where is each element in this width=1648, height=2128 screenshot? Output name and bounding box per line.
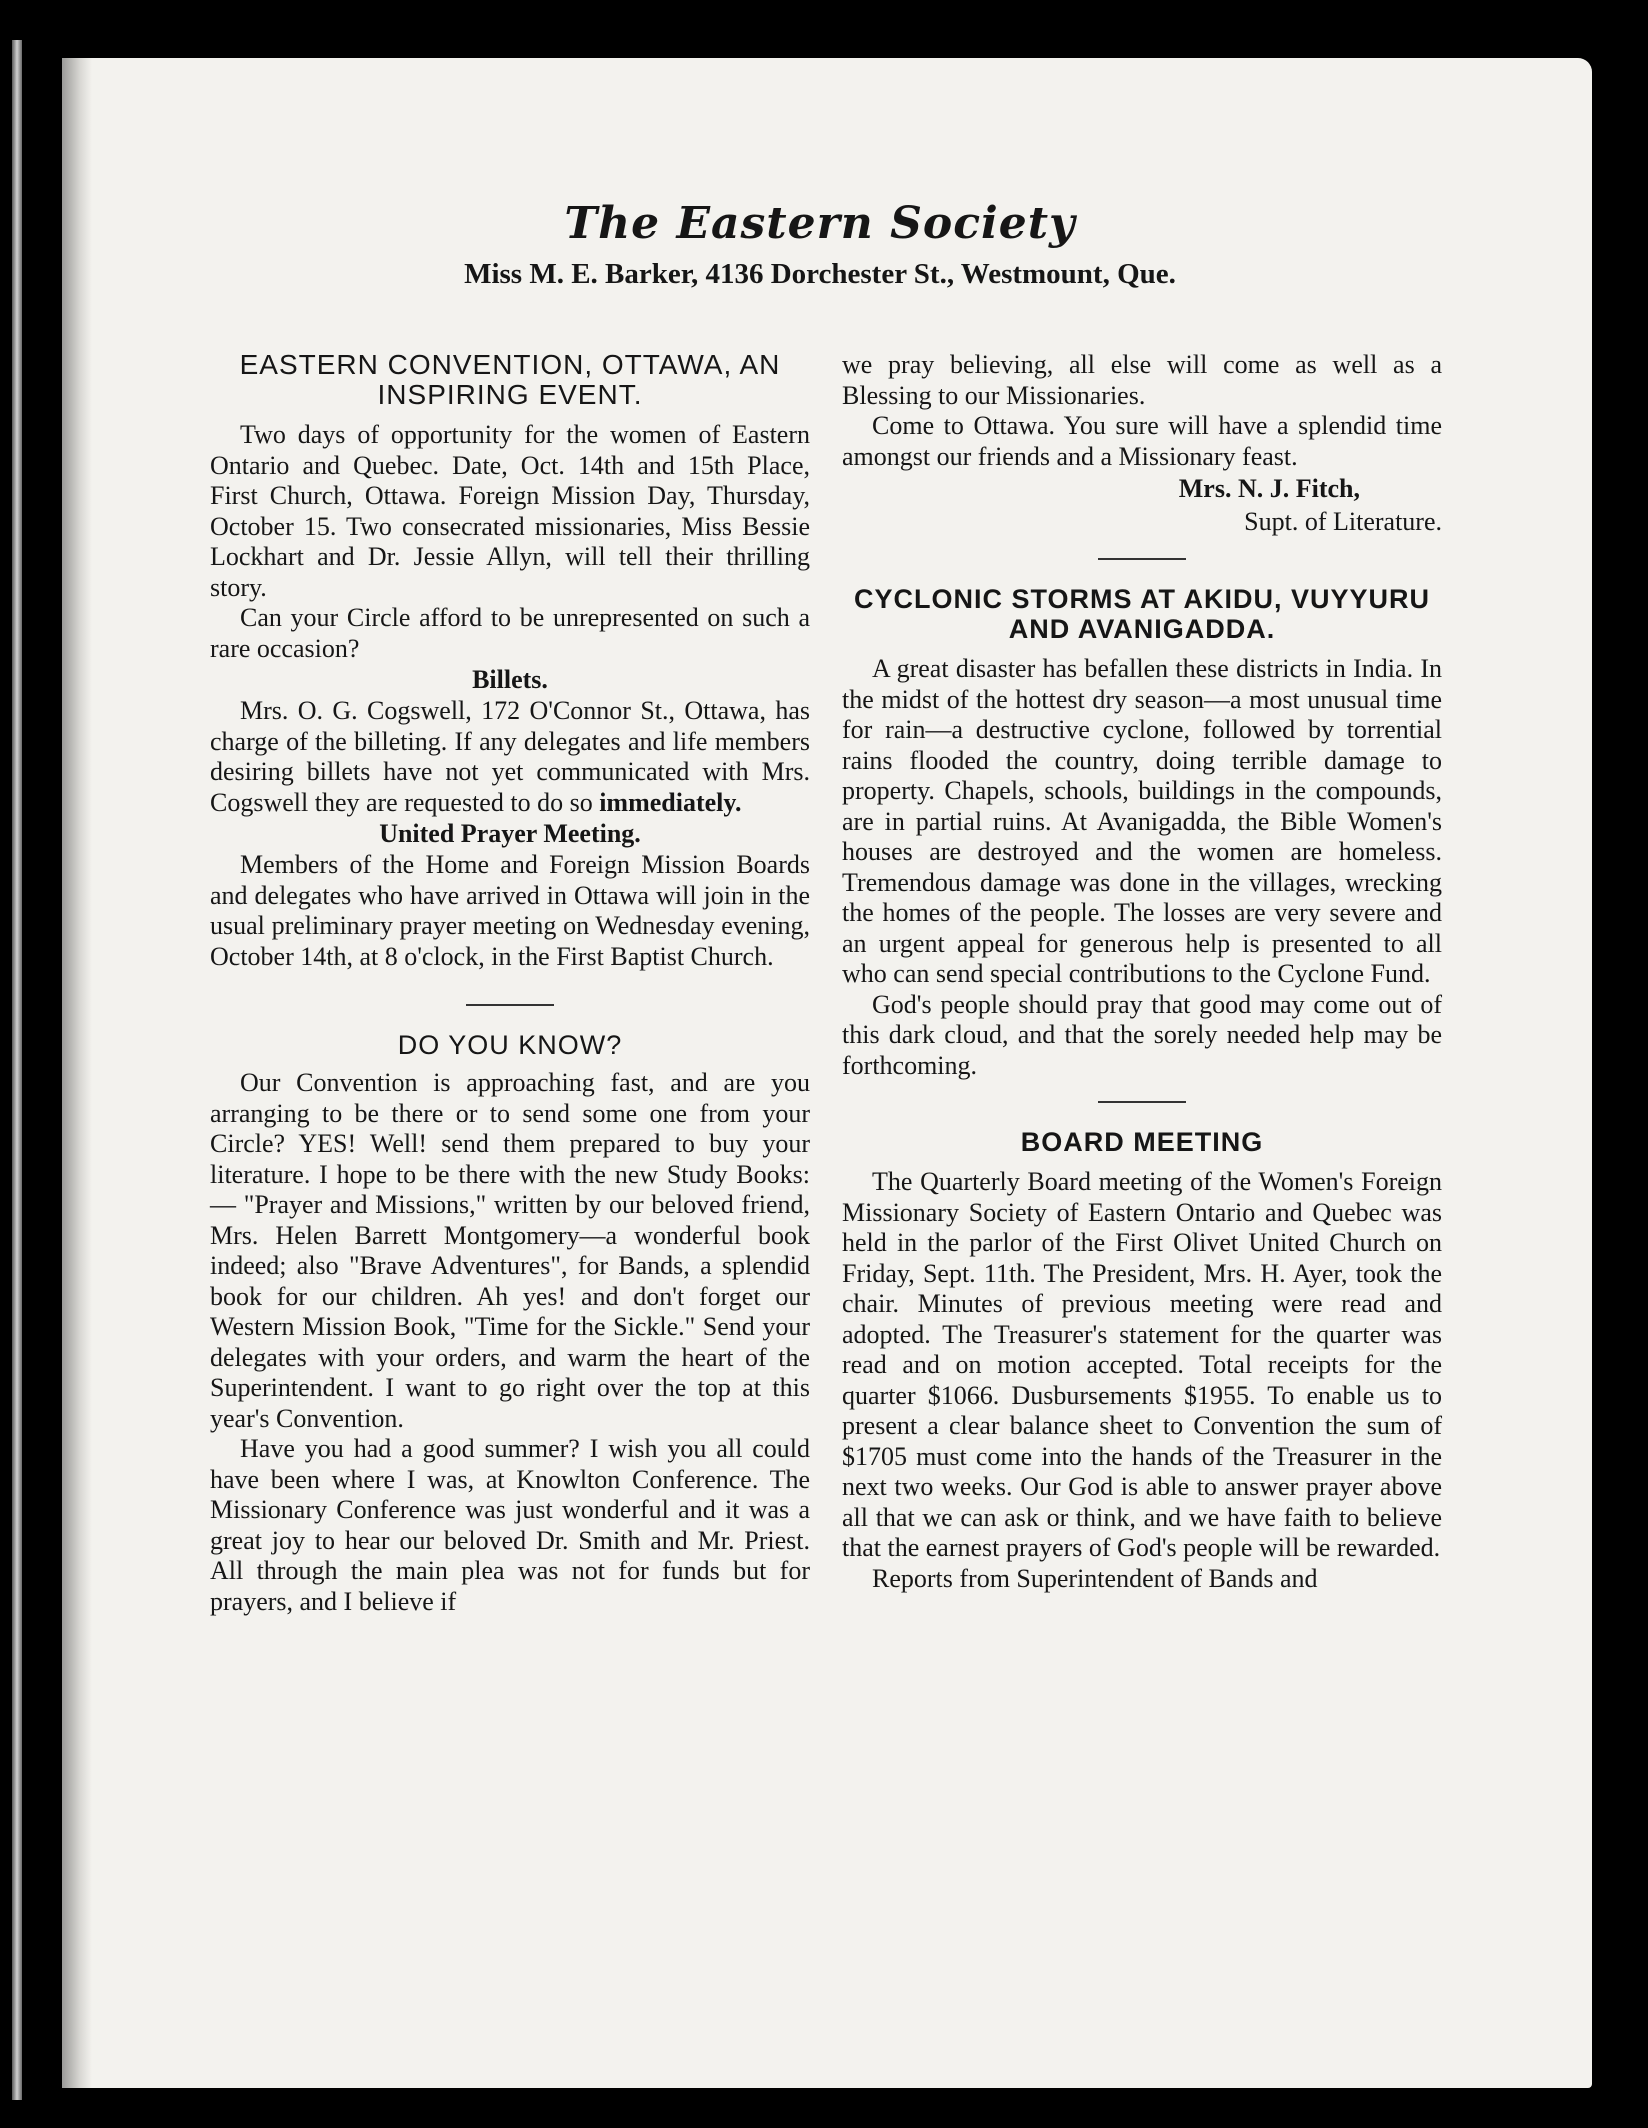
cyclonic-storms-heading: CYCLONIC STORMS AT AKIDU, VUYYURU AND AVANIGADDA. <box>853 584 1431 644</box>
cyclonic-storms-paragraph-1: A great disaster has befallen these districts in India. In the midst of the hottest dry season—a most unusual time for rain—a destructive cyclone, followed by torrential rains flooded the country, doing terrible damage to property. Chapels, schools, buildings in the compounds, are in partial ruins. At Avanigadda, the Bible Women's houses are destroyed and the women are homeless. Tremendous damage was done in the villages, wrecking the homes of the people. The losses are very severe and an urgent appeal for generous help is presented to all who can send special contributions to the Cyclone Fund. <box>842 654 1442 988</box>
section-divider <box>1098 558 1186 560</box>
board-meeting-paragraph-1: The Quarterly Board meeting of the Women's Foreign Missionary Society of Eastern Ontario and Quebec was held in the parlor of the First Olivet United Church on Friday, Sept. 11th. The President, Mrs. H. Ayer, took the chair. Minutes of previous meeting were read and adopted. The Treasurer's statement for the quarter was read and on motion accepted. Total receipts for the quarter $1066. Dusbursements $1955. To enable us to present a clear balance sheet to Convention the sum of $1705 must come into the hands of the Treasurer in the next two weeks. Our God is able to answer prayer above all that we can ask or think, and we have faith to believe that the earnest prayers of God's people will be rewarded. <box>842 1167 1442 1562</box>
do-you-know-paragraph-3: Come to Ottawa. You sure will have a splendid time amongst our friends and a Missionary feast. <box>842 411 1442 471</box>
board-meeting-paragraph-2: Reports from Superintendent of Bands and <box>872 1563 1318 1593</box>
page-spine <box>12 40 22 2100</box>
convention-paragraph: Two days of opportunity for the women of Eastern Ontario and Quebec. Date, Oct. 14th and 15th Place, First Church, Ottawa. Foreign Mission Day, Thursday, October 15. Two consecrated missionaries, Miss Bessie Lockhart and Dr. Jessie Allyn, will tell their thrilling story. <box>210 420 810 602</box>
signature-title: Supt. of Literature. <box>1244 507 1442 536</box>
section-divider <box>1098 1101 1186 1103</box>
convention-heading: EASTERN CONVENTION, OTTAWA, AN INSPIRING EVENT. <box>239 349 781 410</box>
convention-question: Can your Circle afford to be unrepresented on such a rare occasion? <box>210 603 810 663</box>
board-meeting-heading: BOARD MEETING <box>1020 1127 1264 1157</box>
left-column <box>210 350 810 1617</box>
prayer-meeting-heading: United Prayer Meeting. <box>379 819 641 848</box>
do-you-know-continued: we pray believing, all else will come as well as a Blessing to our Missionaries. <box>842 350 1442 410</box>
billets-emphasis: immediately. <box>599 787 742 817</box>
do-you-know-heading: DO YOU KNOW? <box>397 1030 623 1060</box>
right-column <box>842 350 1442 1594</box>
billets-heading: Billets. <box>472 665 548 694</box>
society-title: The Eastern Society <box>564 198 1076 249</box>
masthead <box>370 200 1270 290</box>
signature-name: Mrs. N. J. Fitch, <box>1178 474 1360 503</box>
section-divider <box>466 1004 554 1006</box>
billets-paragraph: Mrs. O. G. Cogswell, 172 O'Connor St., Ottawa, has charge of the billeting. If any delegates and life members desiring billets have not yet communicated with Mrs. Cogswell they are requested to do so immediately. <box>210 696 810 817</box>
do-you-know-paragraph-2: Have you had a good summer? I wish you all could have been where I was, at Knowlton Conference. The Missionary Conference was just wonderful and it was a great joy to hear our beloved Dr. Smith and Mr. Priest. All through the main plea was not for funds but for prayers, and I believe if <box>210 1434 810 1616</box>
editor-address: Miss M. E. Barker, 4136 Dorchester St., Westmount, Que. <box>464 258 1176 290</box>
prayer-meeting-paragraph: Members of the Home and Foreign Mission Boards and delegates who have arrived in Ottawa will join in the usual preliminary prayer meeting on Wednesday evening, October 14th, at 8 o'clock, in the First Baptist Church. <box>210 850 810 971</box>
do-you-know-paragraph-1: Our Convention is approaching fast, and are you arranging to be there or to send some one from your Circle? YES! Well! send them prepared to buy your literature. I hope to be there with the new Study Books:— "Prayer and Missions," written by our beloved friend, Mrs. Helen Barrett Montgomery—a wonderful book indeed; also "Brave Adventures", for Bands, a splendid book for our children. Ah yes! and don't forget our Western Mission Book, "Time for the Sickle." Send your delegates with your orders, and warm the heart of the Superintendent. I want to go right over the top at this year's Convention. <box>210 1068 810 1433</box>
cyclonic-storms-paragraph-2: God's people should pray that good may come out of this dark cloud, and that the sorely needed help may be forthcoming. <box>842 989 1442 1080</box>
